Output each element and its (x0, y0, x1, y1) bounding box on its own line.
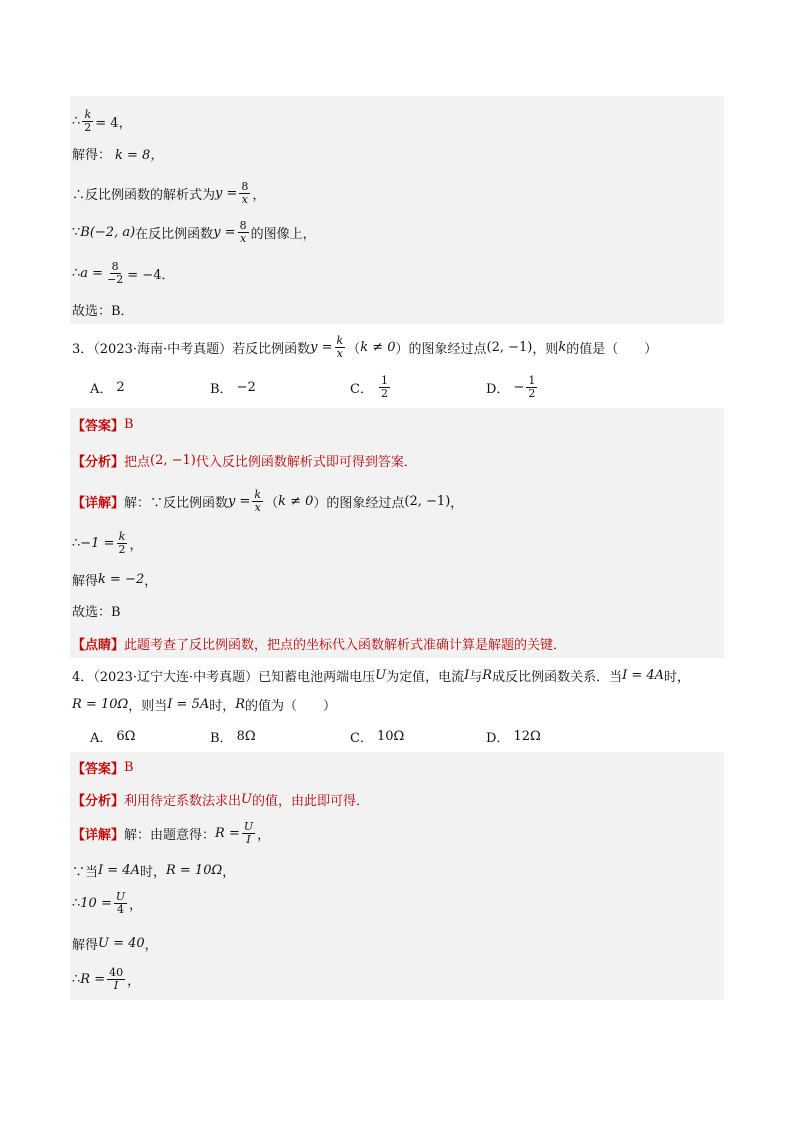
option-a (90, 724, 135, 748)
math-expression: 10 = (80, 895, 112, 911)
math-expression: (2, −1) (486, 339, 533, 355)
fraction-numerator: U (243, 819, 254, 833)
step-text: 在反比例函数 (135, 226, 214, 242)
option-d (486, 724, 541, 748)
detail-text: ， (450, 495, 464, 511)
option-b (210, 375, 256, 399)
comment-tag: 【点睛】 (72, 637, 125, 653)
question-text: 3．（2023·海南·中考真题）若反比例函数 (72, 341, 311, 357)
fraction-k-2 (116, 531, 127, 555)
math-expression: I = 4A (622, 667, 665, 683)
step-expression (72, 176, 265, 210)
step-text: 解得： (72, 147, 112, 163)
step-text: ， (222, 864, 236, 880)
fraction-numerator: k (254, 487, 262, 501)
question-text: 的值为（ ） (245, 698, 337, 714)
fraction-numerator: 1 (528, 373, 536, 387)
question-text: 时， (664, 669, 691, 685)
comment-text: 此题考查了反比例函数，把点的坐标代入函数解析式准确计算是解题的关键． (124, 637, 567, 653)
option-value: 10Ω (376, 728, 405, 744)
option-value: 6Ω (116, 728, 136, 744)
step-k-over-2 (72, 106, 132, 136)
step-text: 解得 (72, 573, 99, 589)
step-choice (72, 599, 121, 621)
math-expression: y = (310, 339, 333, 355)
question-text: ，则当 (128, 698, 168, 714)
fraction-denominator: −2 (107, 272, 124, 286)
option-c (350, 370, 392, 404)
option-d (486, 370, 539, 404)
analysis-text: 代入反比例函数解析式即可得到答案． (195, 454, 417, 470)
analysis-tag: 【分析】 (72, 454, 125, 470)
option-label: C． (350, 381, 373, 397)
therefore-sign: ∴ (72, 535, 81, 551)
math-expression: a = (80, 265, 104, 281)
analysis-text: 把点 (124, 454, 151, 470)
option-b (210, 724, 256, 748)
answer-value: B (124, 759, 134, 775)
math-expression: U (375, 667, 387, 683)
question-4-stem-cont (72, 693, 336, 715)
detail-line (72, 484, 463, 518)
step-ten-equals (72, 886, 142, 920)
question-text: 的值是（ ） (566, 341, 658, 357)
step-text: ， (144, 937, 158, 953)
fraction-1-2 (379, 375, 390, 399)
analysis-text: 的值，由此即可得． (252, 793, 370, 809)
fraction-u-4 (114, 891, 127, 915)
equation-tail: ， (127, 973, 141, 989)
question-text: 时， (209, 698, 236, 714)
option-label: C． (350, 730, 373, 746)
step-text: 解得 (72, 937, 99, 953)
step-text: 的图像上， (250, 226, 316, 242)
option-label: D． (486, 381, 510, 397)
option-a (90, 375, 125, 399)
question-text: ，则 (532, 341, 559, 357)
question-text: 成反比例函数关系．当 (492, 669, 623, 685)
detail-text: 解：由题意得： (124, 827, 216, 843)
step-text: 故选：B (72, 604, 121, 620)
question-text: （ (347, 341, 361, 357)
question-3-stem (72, 330, 657, 364)
solution-block-q3 (70, 408, 724, 658)
because-sign: ∵ (72, 224, 81, 240)
fraction-8-neg2 (105, 261, 125, 285)
answer-value: B (124, 416, 134, 432)
detail-tag: 【详解】 (72, 827, 125, 843)
step-point-b (72, 215, 316, 249)
answer-line (72, 413, 134, 435)
step-condition (72, 859, 235, 881)
detail-tag: 【详解】 (72, 495, 125, 511)
math-expression: U (241, 791, 252, 807)
fraction-denominator: x (254, 500, 261, 514)
step-text: 故选：B． (72, 303, 134, 319)
option-label: A． (90, 730, 113, 746)
step-text: 时， (139, 864, 166, 880)
question-text: 为定值，电流 (386, 669, 465, 685)
math-expression: k ≠ 0 (278, 493, 314, 509)
answer-tag: 【答案】 (72, 761, 125, 777)
step-solve-k (72, 568, 157, 590)
fraction-denominator: I (113, 978, 119, 992)
minus-sign: − (513, 379, 525, 395)
detail-text: （ (265, 495, 279, 511)
math-expression: U = 40 (98, 935, 145, 951)
question-text: 4．（2023·辽宁大连·中考真题）已知蓄电池两端电压 (72, 669, 376, 685)
fraction-denominator: 2 (380, 386, 388, 400)
math-expression: B(−2, a) (80, 224, 136, 240)
therefore-sign: ∴ (72, 971, 81, 987)
option-value: −2 (236, 379, 256, 395)
fraction-k-x (335, 335, 346, 359)
option-label: D． (486, 730, 510, 746)
math-expression: I = 4A (98, 862, 140, 878)
therefore-sign: ∴ (72, 265, 81, 281)
detail-text: ）的图象经过点 (313, 495, 405, 511)
math-expression: k = −2 (98, 571, 145, 587)
fraction-40-i (107, 967, 125, 991)
fraction-numerator: k (118, 529, 126, 543)
fraction-numerator: 8 (111, 259, 119, 273)
step-solve-k (72, 142, 163, 164)
fraction-denominator: 2 (118, 542, 126, 556)
math-expression: −1 = (80, 535, 115, 551)
fraction-u-i (242, 821, 255, 845)
math-expression: (2, −1) (404, 493, 451, 509)
option-label: A． (90, 381, 113, 397)
fraction-1-2 (526, 375, 537, 399)
step-text: ∵当 (72, 864, 99, 880)
answer-line (72, 756, 134, 778)
math-expression: y = (213, 224, 236, 240)
option-c (350, 724, 404, 748)
step-solve-u (72, 932, 158, 954)
fraction-denominator: 2 (528, 386, 536, 400)
fraction-numerator: 40 (109, 965, 124, 979)
detail-text: 解：∵反比例函数 (124, 495, 229, 511)
answer-tag: 【答案】 (72, 418, 125, 434)
step-text: ， (144, 573, 158, 589)
therefore-sign: ∴ (72, 113, 81, 129)
therefore-sign: ∴ (72, 895, 81, 911)
math-expression: k ≠ 0 (360, 339, 396, 355)
fraction-numerator: k (336, 333, 344, 347)
equation-tail: ， (252, 187, 266, 203)
fraction-denominator: x (336, 346, 343, 360)
step-r-formula (72, 962, 140, 996)
fraction-denominator: 2 (84, 120, 92, 134)
math-expression: R (482, 667, 493, 683)
option-label: B． (210, 381, 233, 397)
math-expression: R = (80, 971, 106, 987)
question-4-stem (72, 664, 690, 686)
question-text: 与 (469, 669, 483, 685)
analysis-tag: 【分析】 (72, 793, 125, 809)
equation-tail: ， (129, 537, 143, 553)
analysis-text: 利用待定系数法求出 (124, 793, 242, 809)
math-expression: k = 8， (115, 147, 164, 163)
math-expression: (2, −1) (150, 452, 196, 468)
fraction-numerator: U (115, 889, 126, 903)
detail-line (72, 816, 270, 850)
fraction-denominator: 4 (117, 902, 124, 916)
step-minus-one (72, 526, 143, 560)
step-text: ∴反比例函数的解析式为 (72, 187, 216, 203)
step-solve-a (72, 256, 174, 290)
step-choice (72, 298, 134, 320)
question-text: ）的图象经过点 (395, 341, 487, 357)
fraction-numerator: 1 (380, 373, 388, 387)
math-expression: k (558, 339, 567, 355)
comment-line (72, 632, 566, 654)
equation-tail: = −4． (127, 267, 175, 283)
math-expression: y = (215, 185, 238, 201)
math-expression: I (464, 667, 470, 683)
option-value: 12Ω (513, 728, 541, 744)
fraction-denominator: x (241, 192, 248, 206)
fraction-denominator: I (246, 832, 251, 846)
option-label: B． (210, 730, 233, 746)
math-expression: R = (215, 825, 240, 841)
fraction-denominator: x (239, 231, 247, 245)
analysis-line (72, 788, 369, 810)
fraction-8-x (239, 181, 250, 205)
option-value: 2 (116, 379, 125, 395)
fraction-numerator: 8 (239, 218, 247, 232)
equation-tail: ， (129, 897, 143, 913)
fraction-8-x (238, 220, 249, 244)
equation-tail: = 4， (95, 115, 132, 131)
math-expression: I = 5A (167, 696, 210, 712)
option-value: 8Ω (236, 728, 256, 744)
fraction-k-x (252, 489, 263, 513)
math-expression: R = 10Ω (165, 862, 223, 878)
math-expression: R = 10Ω (72, 696, 129, 712)
equation-tail: ， (257, 827, 271, 843)
fraction-k-2 (82, 109, 93, 133)
fraction-numerator: 8 (241, 179, 249, 193)
analysis-line (72, 449, 417, 471)
math-expression: y = (228, 493, 251, 509)
fraction-numerator: k (84, 107, 92, 121)
math-expression: R (235, 696, 246, 712)
